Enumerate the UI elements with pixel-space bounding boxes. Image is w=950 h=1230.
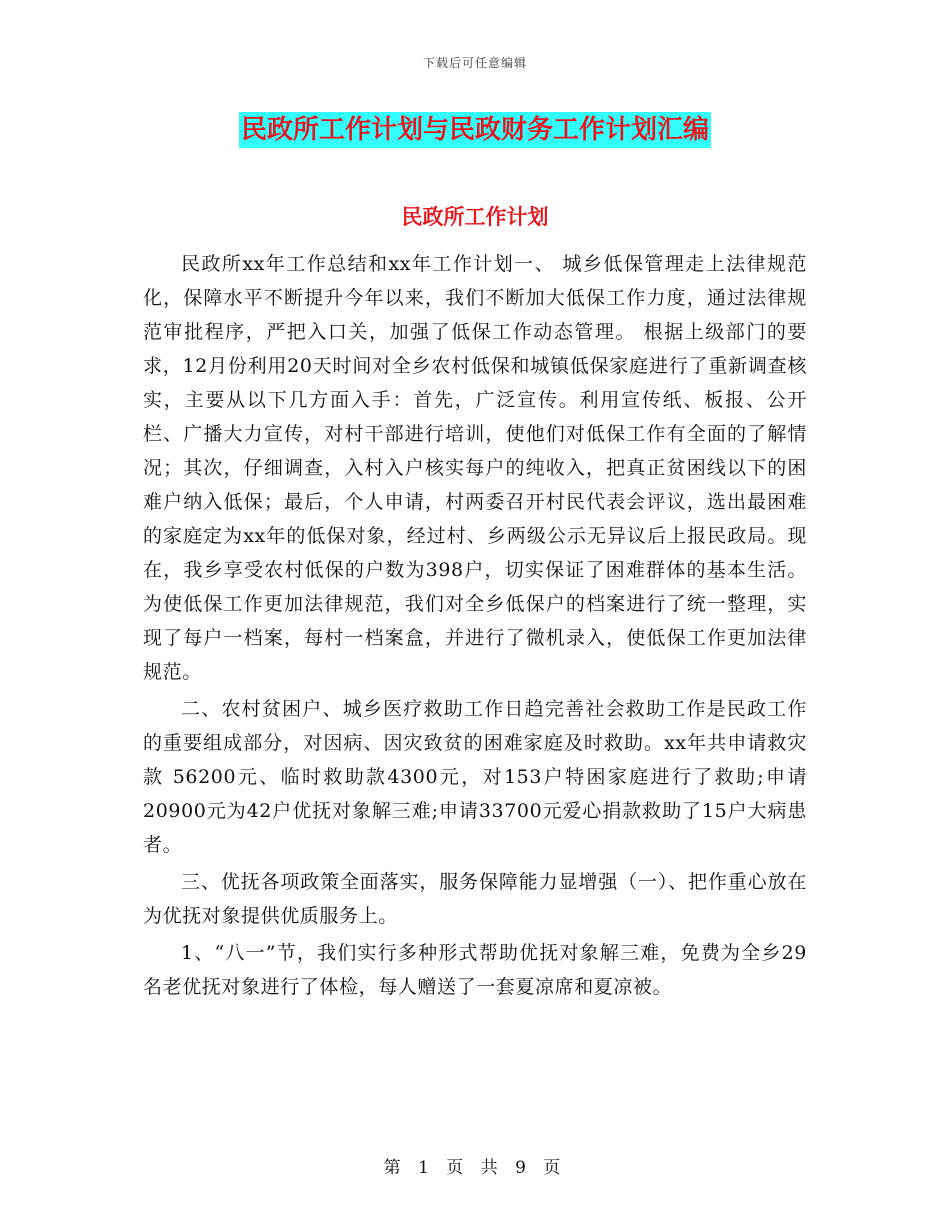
paragraph: 三、优抚各项政策全面落实，服务保障能力显增强（一）、把作重心放在为优抚对象提供优质服务上。 <box>143 871 807 927</box>
paragraph: 民政所xx年工作总结和xx年工作计划一、 城乡低保管理走上法律规范化，保障水平不断提升今年以来，我们不断加大低保工作力度，通过法律规范审批程序，严把入口关，加强了低保工作动态管理。 根据上级部门的要求，12月份利用20天时间对全乡农村低保和城镇低保家庭进行了重新调查核实，主要从以下几方面入手：首先，广泛宣传。利用宣传纸、板报、公开栏、广播大力宣传，对村干部进行培训，使他们对低保工作有全面的了解情况；其次，仔细调查，入村入户核实每户的纯收入，把真正贫困线以下的困难户纳入低保；最后，个人申请，村两委召开村民代表会评议，选出最困难的家庭定为xx年的低保对象，经过村、乡两级公示无异议后上报民政局。现在，我乡享受农村低保的户数为398户，切实保证了困难群体的基本生活。为使低保工作更加法律规范，我们对全乡低保户的档案进行了统一整理，实现了每户一档案，每村一档案盒，并进行了微机录入，使低保工作更加法律规范。 <box>143 253 807 683</box>
page-number-footer: 第 1 页 共 9 页 <box>383 1158 567 1178</box>
document-body <box>143 247 807 1007</box>
section-title: 民政所工作计划 <box>401 204 549 229</box>
paragraph: 二、农村贫困户、城乡医疗救助工作日趋完善社会救助工作是民政工作的重要组成部分，对因病、因灾致贫的困难家庭及时救助。xx年共申请救灾款 56200元、临时救助款4300元，对153户特困家庭进行了救助;申请20900元为42户优抚对象解三难;申请33700元爱心捐款救助了15户大病患者。 <box>143 698 807 856</box>
document-title-container <box>0 112 950 148</box>
header-note: 下载后可任意编辑 <box>422 56 527 70</box>
document-title: 民政所工作计划与民政财务工作计划汇编 <box>239 112 711 148</box>
paragraph: 1、“八一”节，我们实行多种形式帮助优抚对象解三难，免费为全乡29名老优抚对象进行了体检，每人赠送了一套夏凉席和夏凉被。 <box>143 942 807 998</box>
